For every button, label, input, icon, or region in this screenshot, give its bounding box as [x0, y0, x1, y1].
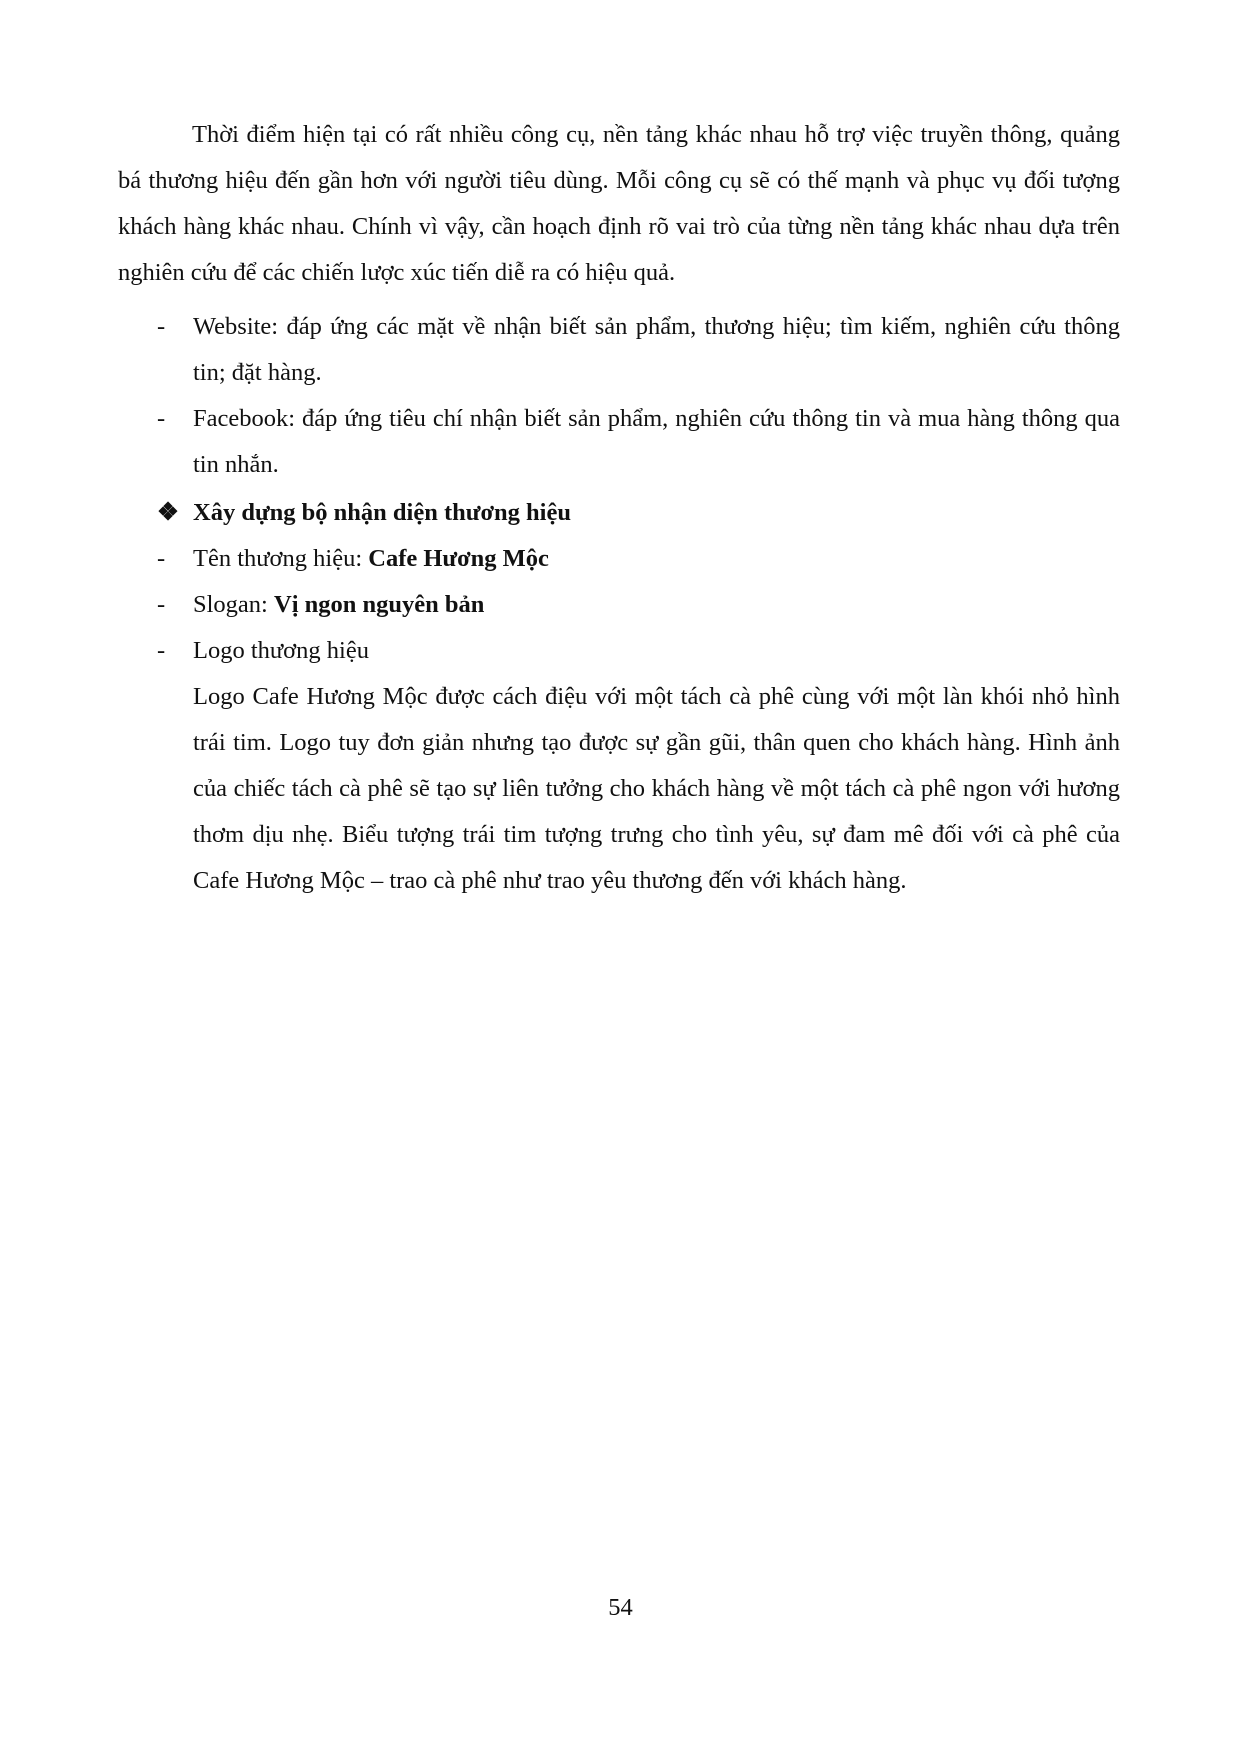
slogan-label: Slogan:	[193, 591, 274, 618]
page-content	[118, 112, 1120, 904]
list-dash: -	[157, 405, 166, 432]
brand-name-value: Cafe Hương Mộc	[368, 545, 549, 572]
list-dash: -	[157, 313, 166, 340]
list-item-text: Website: đáp ứng các mặt về nhận biết sản phẩm, thương hiệu; tìm kiếm, nghiên cứu thông tin; đặt hàng.	[193, 313, 1120, 386]
list-dash: -	[157, 545, 166, 572]
logo-label: Logo thương hiệu	[193, 637, 369, 664]
platform-list	[118, 304, 1120, 488]
list-item-brand-name	[118, 536, 1120, 582]
list-dash: -	[157, 591, 166, 618]
section-heading-text: Xây dựng bộ nhận diện thương hiệu	[193, 499, 571, 526]
list-item-slogan	[118, 582, 1120, 628]
list-item-logo	[118, 628, 1120, 674]
page-number: 54	[608, 1594, 633, 1621]
diamond-bullet-icon: ❖	[157, 499, 179, 526]
intro-paragraph: Thời điểm hiện tại có rất nhiều công cụ, nền tảng khác nhau hỗ trợ việc truyền thông, quảng bá thương hiệu đến gần hơn với người tiêu dùng. Mỗi công cụ sẽ có thế mạnh và phục vụ đối tượng khách hàng khác nhau. Chính vì vậy, cần hoạch định rõ vai trò của từng nền tảng khác nhau dựa trên nghiên cứu để các chiến lược xúc tiến diễ ra có hiệu quả.	[118, 121, 1120, 286]
logo-description: Logo Cafe Hương Mộc được cách điệu với một tách cà phê cùng với một làn khói nhỏ hình trái tim. Logo tuy đơn giản nhưng tạo được sự gần gũi, thân quen cho khách hàng. Hình ảnh của chiếc tách cà phê sẽ tạo sự liên tưởng cho khách hàng về một tách cà phê ngon với hương thơm dịu nhẹ. Biểu tượng trái tim tượng trưng cho tình yêu, sự đam mê đối với cà phê của Cafe Hương Mộc – trao cà phê như trao yêu thương đến với khách hàng.	[193, 683, 1120, 894]
list-dash: -	[157, 637, 166, 664]
list-item-facebook	[118, 396, 1120, 488]
slogan-value: Vị ngon nguyên bản	[274, 591, 485, 618]
list-item-website	[118, 304, 1120, 396]
section-heading	[118, 490, 1120, 536]
brand-name-label: Tên thương hiệu:	[193, 545, 369, 572]
brand-identity-list	[118, 536, 1120, 674]
list-item-text: Facebook: đáp ứng tiêu chí nhận biết sản phẩm, nghiên cứu thông tin và mua hàng thông qua tin nhắn.	[193, 405, 1120, 478]
